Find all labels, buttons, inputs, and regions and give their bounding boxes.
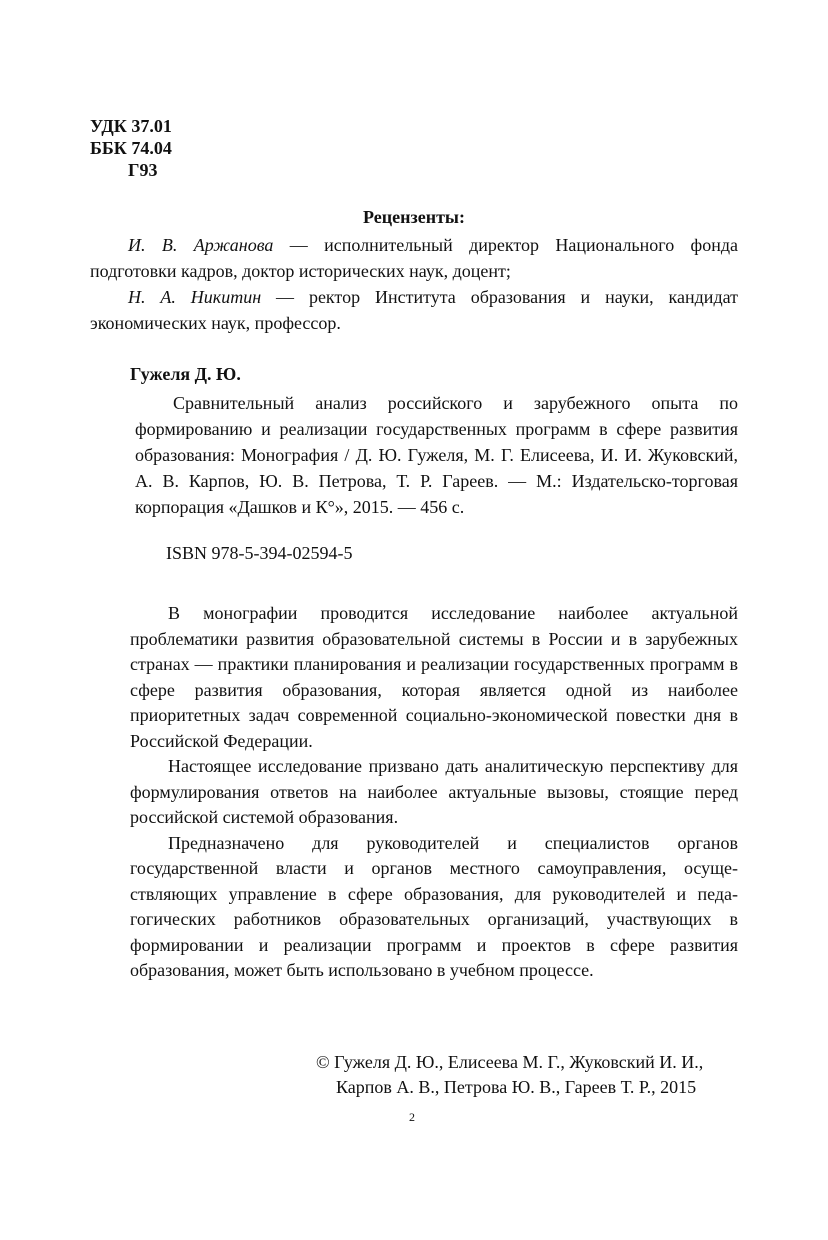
isbn: ISBN 978-5-394-02594-5	[166, 543, 353, 563]
udk-code: УДК 37.01	[90, 116, 172, 136]
bbk-code: ББК 74.04	[90, 138, 172, 158]
abstract-paragraph: Предназначено для руководителей и специалистов органов государственной власти и органов местного самоуправления, осуществляющих управление в сфере образования, для руководителей и педагогических работников образовательных организаций, участвующих в формировании и реализации программ и проектов в сфере развития образования, может быть использовано в учебном процессе.	[130, 832, 738, 980]
author-mark: Г93	[128, 160, 158, 180]
copyright-notice	[316, 1050, 703, 1100]
bibliographic-description: Сравнительный анализ российского и зарубежного опыта по формированию и реализации государственных программ в сфере развития образования: Монография / Д. Ю. Гужеля, М. Г. Елисеева, И. И. Жуковский, А. В. Карпов, Ю. В. Петрова, Т. Р. Гареев. — М.: Издательско-торговая корпорация «Дашков и К°», 2015. — 456 с.	[135, 393, 738, 517]
reviewer-entry	[90, 232, 738, 284]
page-number: 2	[409, 1110, 415, 1124]
abstract-paragraph: Настоящее исследование призвано дать аналитическую перспективу для формулирования ответов на наиболее актуальные вызовы, стоящие перед российской системой образования.	[130, 756, 738, 827]
copyright-line-2: Карпов А. В., Петрова Ю. В., Гареев Т. Р., 2015	[336, 1077, 697, 1097]
reviewers-title: Рецензенты:	[363, 207, 465, 227]
author-heading: Гужеля Д. Ю.	[130, 364, 241, 384]
reviewer-name: И. В. Аржанова	[128, 235, 274, 255]
reviewer-name: Н. А. Никитин	[128, 287, 262, 307]
abstract-paragraph: В монографии проводится исследование наиболее актуальной проблематики развития образовательной системы в России и в зарубежных странах — практики планирования и реализации государственных программ в сфере развития образования, которая является одной из наиболее приоритетных задач современной социально-экономической повестки дня в Российской Федерации.	[130, 603, 738, 751]
copyright-line-1: © Гужеля Д. Ю., Елисеева М. Г., Жуковский И. И.,	[316, 1052, 704, 1072]
reviewers-list	[90, 232, 738, 336]
reviewer-description: — исполнительный директор Национального фонда подготовки кадров, доктор исторических наук, доцент;	[90, 235, 739, 281]
classification-block	[90, 115, 172, 181]
abstract	[130, 601, 738, 984]
reviewer-description: — ректор Института образования и науки, кандидат экономических наук, профессор.	[90, 287, 738, 333]
reviewer-entry	[90, 284, 738, 336]
